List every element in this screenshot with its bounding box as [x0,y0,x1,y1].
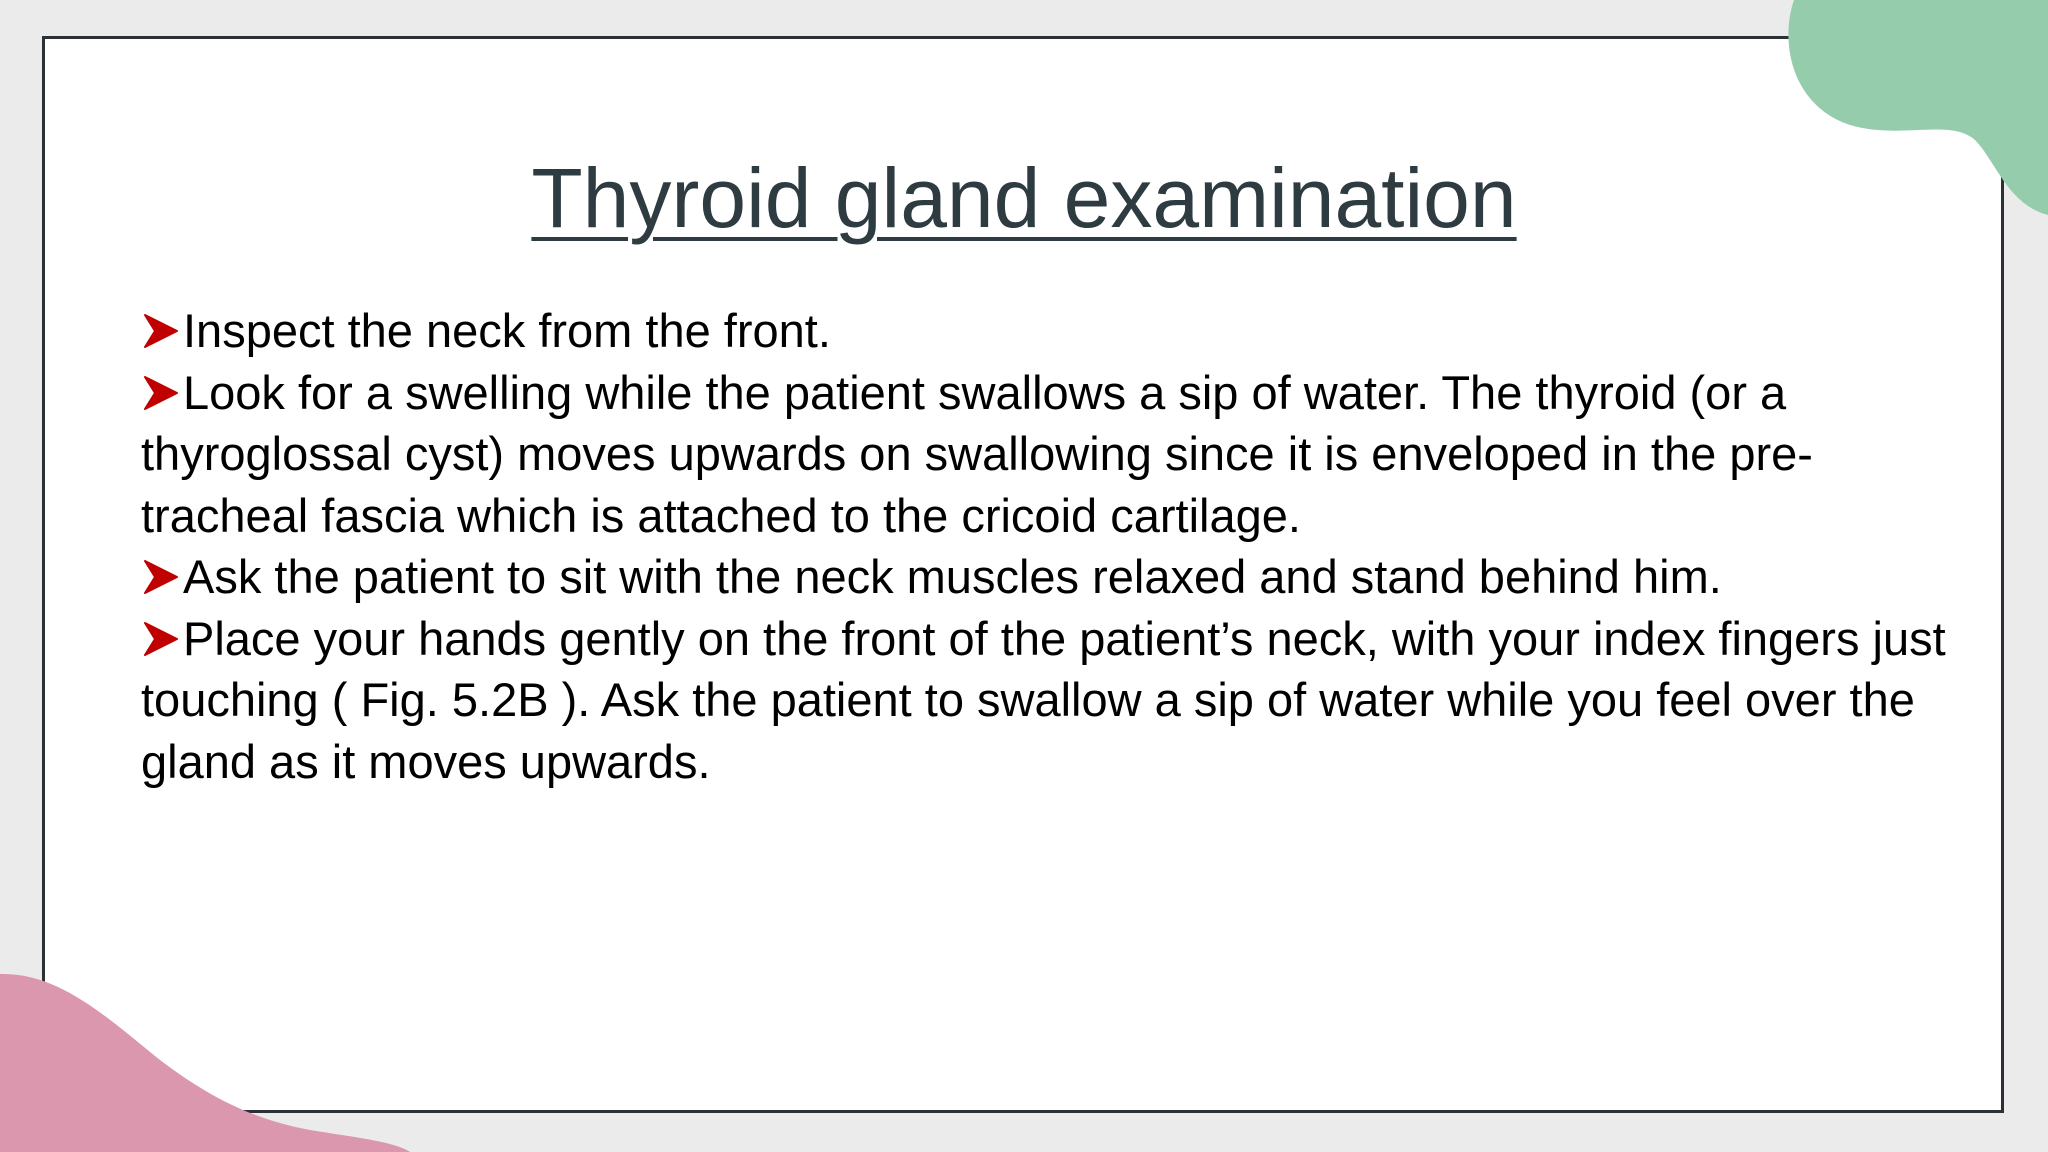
bullet-text: Place your hands gently on the front of the patient’s neck, with your index fingers just touching ( Fig. 5.2B ). Ask the patient to swallow a sip of water while you feel over the gland as it moves upwards. [141,611,1946,788]
arrowhead-bullet-icon [141,311,181,351]
arrowhead-bullet-icon [141,557,181,597]
bullet-item [141,608,1971,793]
slide-title-text: Thyroid gland examination [531,151,1517,245]
arrowhead-bullet-icon [141,373,181,413]
arrowhead-bullet-icon [141,619,181,659]
slide-title [0,138,2048,258]
bullet-list [141,300,1971,792]
pink-corner-blob [0,970,420,1152]
bullet-text: Ask the patient to sit with the neck muscles relaxed and stand behind him. [183,550,1722,603]
bullet-item [141,546,1971,608]
bullet-item [141,300,1971,362]
bullet-text: Look for a swelling while the patient swallows a sip of water. The thyroid (or a thyroglossal cyst) moves upwards on swallowing since it is enveloped in the pre-tracheal fascia which is attached to the cricoid cartilage. [141,365,1813,542]
bullet-item [141,362,1971,547]
bullet-text: Inspect the neck from the front. [183,304,831,357]
